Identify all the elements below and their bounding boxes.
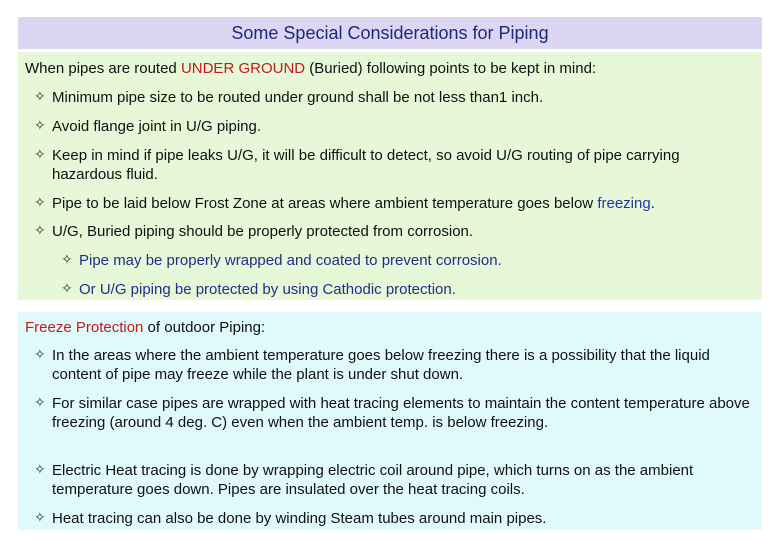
bullet-text: Avoid flange joint in U/G piping. xyxy=(52,118,262,135)
slide-title-text: Some Special Considerations for Piping xyxy=(231,22,549,43)
diamond-bullet-icon: ✧ xyxy=(34,89,46,105)
diamond-bullet-icon: ✧ xyxy=(34,395,46,411)
freeze-intro xyxy=(25,318,265,337)
list-item xyxy=(34,461,757,499)
bullet-text: U/G, Buried piping should be properly protected from corrosion. xyxy=(52,223,474,240)
freeze-intro-text: of outdoor Piping: xyxy=(143,319,266,336)
bullet-text: For similar case pipes are wrapped with heat tracing elements to maintain the content temperature above freezing (around 4 deg. C) even when the ambient temp. is below freezing. xyxy=(52,395,750,431)
list-item xyxy=(34,222,752,241)
list-item xyxy=(34,117,752,136)
diamond-bullet-icon: ✧ xyxy=(61,281,73,297)
bullet-text: In the areas where the ambient temperature goes below freezing there is a possibility that the liquid content of pipe may freeze while the plant is under shut down. xyxy=(52,347,710,383)
freeze-highlight: Freeze Protection xyxy=(25,319,144,336)
diamond-bullet-icon: ✧ xyxy=(34,147,46,163)
bullet-text: Pipe to be laid below Frost Zone at areas where ambient temperature goes below xyxy=(52,195,598,212)
list-item xyxy=(34,194,772,213)
diamond-bullet-icon: ✧ xyxy=(34,195,46,211)
bullet-highlight: freezing xyxy=(597,195,651,212)
bullet-text: Minimum pipe size to be routed under ground shall be not less than1 inch. xyxy=(52,89,544,106)
intro-text-end: (Buried) following points to be kept in mind: xyxy=(305,60,597,77)
list-item xyxy=(34,394,752,432)
diamond-bullet-icon: ✧ xyxy=(34,118,46,134)
list-item xyxy=(34,146,752,184)
bullet-text-end: . xyxy=(650,195,655,212)
underground-intro xyxy=(25,59,596,78)
list-item xyxy=(34,509,752,528)
sub-bullet-text: Pipe may be properly wrapped and coated to prevent corrosion. xyxy=(79,252,502,269)
sub-bullet-text: Or U/G piping be protected by using Cathodic protection. xyxy=(79,281,456,298)
bullet-text: Electric Heat tracing is done by wrapping electric coil around pipe, which turns on as the ambient temperature goes down. Pipes are insulated over the heat tracing coils. xyxy=(52,462,694,498)
diamond-bullet-icon: ✧ xyxy=(34,223,46,239)
diamond-bullet-icon: ✧ xyxy=(34,462,46,478)
intro-text: When pipes are routed xyxy=(25,60,181,77)
sub-list-item xyxy=(61,251,759,270)
intro-highlight: UNDER GROUND xyxy=(180,60,306,77)
list-item xyxy=(34,88,752,107)
list-item xyxy=(34,346,757,384)
sub-list-item xyxy=(61,280,759,299)
bullet-text: Heat tracing can also be done by winding Steam tubes around main pipes. xyxy=(52,510,547,527)
diamond-bullet-icon: ✧ xyxy=(61,252,73,268)
slide-title xyxy=(18,17,762,49)
diamond-bullet-icon: ✧ xyxy=(34,347,46,363)
diamond-bullet-icon: ✧ xyxy=(34,510,46,526)
bullet-text: Keep in mind if pipe leaks U/G, it will be difficult to detect, so avoid U/G routing of pipe carrying hazardous fluid. xyxy=(52,147,680,183)
